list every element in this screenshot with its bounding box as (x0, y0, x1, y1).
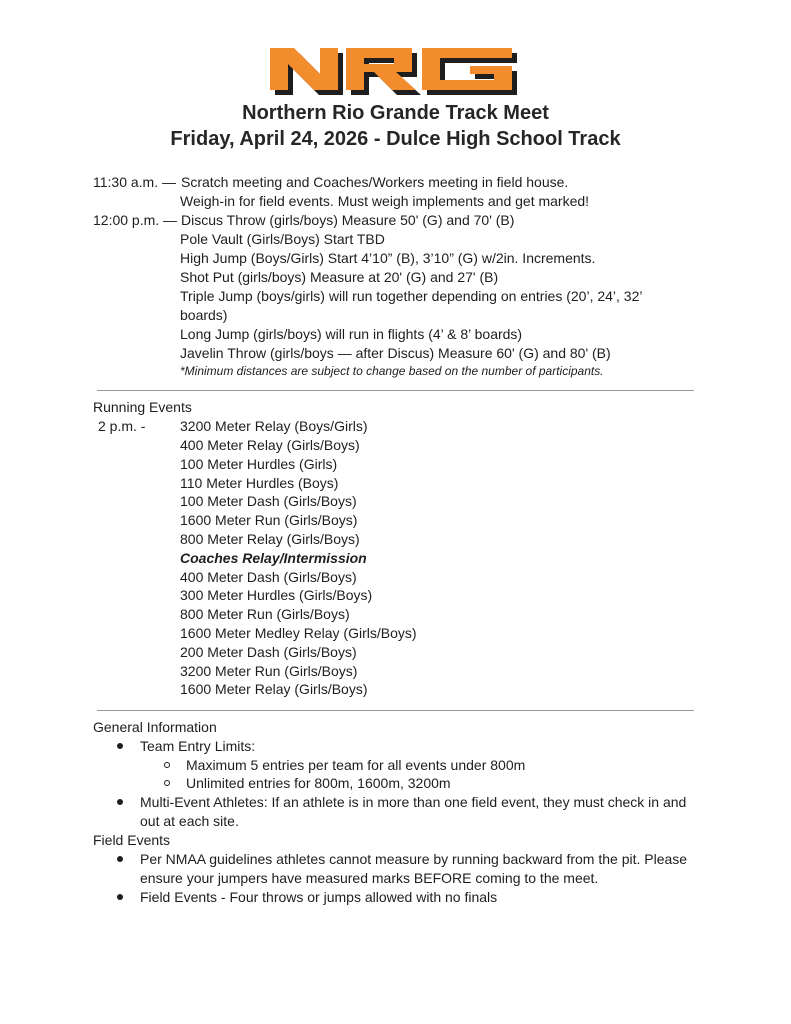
bullet-icon (117, 743, 123, 749)
running-event: 110 Meter Hurdles (Boys) (180, 475, 339, 491)
running-event: 1600 Meter Run (Girls/Boys) (180, 512, 358, 528)
running-event: 100 Meter Dash (Girls/Boys) (180, 493, 357, 509)
running-event: 3200 Meter Relay (Boys/Girls) (180, 418, 368, 434)
schedule-item: Discus Throw (girls/boys) Measure 50' (G) and 70' (B) (181, 212, 515, 228)
section-divider (97, 710, 694, 711)
entry-limit-item: Maximum 5 entries per team for all events under 800m (186, 757, 526, 773)
nmaa-guideline: Per NMAA guidelines athletes cannot measure by running backward from the pit. Please (140, 851, 688, 867)
schedule-item: Pole Vault (Girls/Boys) Start TBD (180, 231, 385, 247)
general-info-heading: General Information (93, 719, 217, 735)
field-events-heading: Field Events (93, 832, 171, 848)
running-event: 300 Meter Hurdles (Girls/Boys) (180, 587, 373, 603)
running-start-time: 2 p.m. - (98, 418, 146, 434)
schedule-item: Scratch meeting and Coaches/Workers meeting in field house. (181, 174, 569, 190)
multi-event-rule: Multi-Event Athletes: If an athlete is in more than one field event, they must check in and (140, 794, 687, 810)
sub-bullet-icon (164, 780, 170, 786)
schedule-item: High Jump (Boys/Girls) Start 4’10” (B), 3’10” (G) w/2in. Increments. (180, 250, 596, 266)
schedule-item: Triple Jump (boys/girls) will run together depending on entries (20’, 24’, 32’ (180, 288, 643, 304)
schedule-note: *Minimum distances are subject to change based on the number of participants. (180, 364, 604, 378)
schedule-item: boards) (180, 307, 228, 323)
nrg-logo-graphic (266, 46, 524, 98)
intermission-label: Coaches Relay/Intermission (180, 550, 367, 566)
field-events-limit: Field Events - Four throws or jumps allowed with no finals (140, 889, 498, 905)
entry-limit-item: Unlimited entries for 800m, 1600m, 3200m (186, 775, 451, 791)
meet-title: Northern Rio Grande Track Meet (242, 102, 549, 124)
schedule-time-1130: 11:30 a.m. — (93, 174, 177, 190)
running-event: 200 Meter Dash (Girls/Boys) (180, 644, 357, 660)
running-event: 400 Meter Dash (Girls/Boys) (180, 569, 357, 585)
running-event: 1600 Meter Relay (Girls/Boys) (180, 681, 368, 697)
schedule-time-1200: 12:00 p.m. — (93, 212, 178, 228)
bullet-icon (117, 894, 123, 900)
running-event: 800 Meter Relay (Girls/Boys) (180, 531, 360, 547)
sub-bullet-icon (164, 762, 170, 768)
section-divider (97, 390, 694, 391)
schedule-item: Shot Put (girls/boys) Measure at 20' (G) and 27' (B) (180, 269, 499, 285)
running-event: 800 Meter Run (Girls/Boys) (180, 606, 350, 622)
running-events-heading: Running Events (93, 399, 192, 415)
multi-event-rule: out at each site. (140, 813, 239, 829)
nrg-logo (266, 46, 524, 98)
nmaa-guideline: ensure your jumpers have measured marks BEFORE coming to the meet. (140, 870, 599, 886)
running-event: 100 Meter Hurdles (Girls) (180, 456, 338, 472)
meet-date-location: Friday, April 24, 2026 - Dulce High School Track (170, 128, 621, 150)
running-event: 3200 Meter Run (Girls/Boys) (180, 663, 358, 679)
schedule-item: Javelin Throw (girls/boys — after Discus) Measure 60' (G) and 80' (B) (180, 345, 611, 361)
schedule-item: Weigh-in for field events. Must weigh implements and get marked! (180, 193, 590, 209)
schedule-item: Long Jump (girls/boys) will run in flights (4’ & 8’ boards) (180, 326, 523, 342)
running-event: 1600 Meter Medley Relay (Girls/Boys) (180, 625, 417, 641)
bullet-icon (117, 856, 123, 862)
team-entry-limits: Team Entry Limits: (140, 738, 256, 754)
running-event: 400 Meter Relay (Girls/Boys) (180, 437, 360, 453)
bullet-icon (117, 799, 123, 805)
